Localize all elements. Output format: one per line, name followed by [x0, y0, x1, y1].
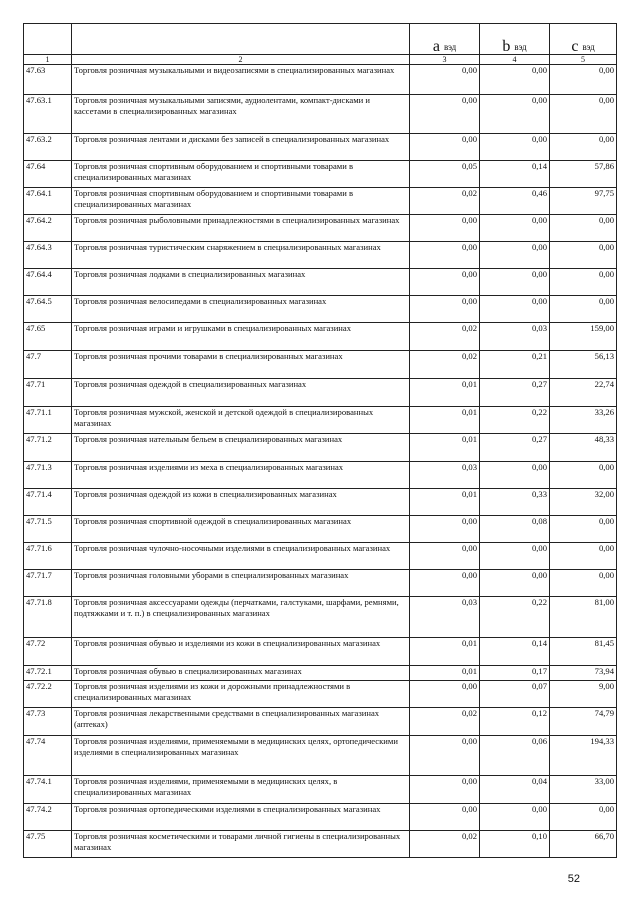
row-name: Торговля розничная лекарственными средствами в специализированных магазинах (аптеках) [72, 708, 410, 736]
row-name: Торговля розничная одеждой в специализированных магазинах [72, 379, 410, 407]
row-value-c: 81,00 [550, 597, 617, 638]
row-value-b: 0,17 [480, 666, 550, 681]
row-value-b: 0,08 [480, 516, 550, 543]
header-cell-code [24, 24, 72, 55]
row-code: 47.64.4 [24, 269, 72, 296]
row-code: 47.71.6 [24, 543, 72, 570]
row-name: Торговля розничная изделиями, применяемыми в медицинских целях, ортопедическими изделиями в специализированных магазинах [72, 736, 410, 776]
row-code: 47.71.8 [24, 597, 72, 638]
table-row [24, 215, 617, 242]
row-value-a: 0,00 [410, 736, 480, 776]
row-code: 47.64.5 [24, 296, 72, 323]
table-row [24, 65, 617, 95]
row-value-c: 32,00 [550, 489, 617, 516]
row-name: Торговля розничная обувью и изделиями из кожи в специализированных магазинах [72, 638, 410, 666]
row-value-a: 0,02 [410, 831, 480, 858]
row-value-a: 0,02 [410, 351, 480, 379]
row-value-b: 0,00 [480, 269, 550, 296]
row-value-b: 0,03 [480, 323, 550, 351]
row-value-b: 0,12 [480, 708, 550, 736]
table-row [24, 269, 617, 296]
row-value-c: 0,00 [550, 296, 617, 323]
row-value-c: 0,00 [550, 462, 617, 489]
row-value-b: 0,00 [480, 95, 550, 134]
row-value-b: 0,00 [480, 570, 550, 597]
table-row [24, 161, 617, 188]
row-value-b: 0,00 [480, 462, 550, 489]
row-value-a: 0,01 [410, 407, 480, 434]
row-value-a: 0,01 [410, 638, 480, 666]
row-name: Торговля розничная чулочно-носочными изделиями в специализированных магазинах [72, 543, 410, 570]
row-code: 47.75 [24, 831, 72, 858]
table-row [24, 434, 617, 462]
row-name: Торговля розничная изделиями из кожи и дорожными принадлежностями в специализированных магазинах [72, 681, 410, 708]
row-value-c: 159,00 [550, 323, 617, 351]
column-number: 4 [480, 55, 550, 65]
row-value-c: 74,79 [550, 708, 617, 736]
row-value-a: 0,00 [410, 570, 480, 597]
row-code: 47.72 [24, 638, 72, 666]
row-value-c: 0,00 [550, 570, 617, 597]
row-value-b: 0,00 [480, 134, 550, 161]
table-row [24, 296, 617, 323]
row-code: 47.71.4 [24, 489, 72, 516]
row-value-b: 0,21 [480, 351, 550, 379]
row-value-c: 194,33 [550, 736, 617, 776]
row-name: Торговля розничная играми и игрушками в специализированных магазинах [72, 323, 410, 351]
row-name: Торговля розничная музыкальными и видеозаписями в специализированных магазинах [72, 65, 410, 95]
row-code: 47.74.1 [24, 776, 72, 804]
row-name: Торговля розничная аксессуарами одежды (перчатками, галстуками, шарфами, ремнями, подтяжками и т. п.) в специализированных магазинах [72, 597, 410, 638]
row-code: 47.63.1 [24, 95, 72, 134]
table-row [24, 736, 617, 776]
row-value-c: 0,00 [550, 242, 617, 269]
row-value-a: 0,00 [410, 681, 480, 708]
row-code: 47.71 [24, 379, 72, 407]
table-row [24, 681, 617, 708]
row-name: Торговля розничная обувью в специализированных магазинах [72, 666, 410, 681]
table-row [24, 407, 617, 434]
table-row [24, 516, 617, 543]
table-row [24, 134, 617, 161]
row-value-b: 0,22 [480, 407, 550, 434]
row-value-b: 0,27 [480, 434, 550, 462]
row-name: Торговля розничная спортивным оборудованием и спортивными товарами в специализированных магазинах [72, 161, 410, 188]
row-code: 47.71.7 [24, 570, 72, 597]
column-number: 5 [550, 55, 617, 65]
table-row [24, 597, 617, 638]
row-value-c: 0,00 [550, 516, 617, 543]
row-name: Торговля розничная прочими товарами в специализированных магазинах [72, 351, 410, 379]
row-value-b: 0,27 [480, 379, 550, 407]
row-name: Торговля розничная рыболовными принадлежностями в специализированных магазинах [72, 215, 410, 242]
table-row [24, 188, 617, 215]
row-code: 47.64.1 [24, 188, 72, 215]
row-value-b: 0,06 [480, 736, 550, 776]
row-value-a: 0,01 [410, 379, 480, 407]
table-row [24, 776, 617, 804]
header-cell-name [72, 24, 410, 55]
row-code: 47.64.2 [24, 215, 72, 242]
header-row [24, 24, 617, 55]
row-value-b: 0,00 [480, 804, 550, 831]
row-value-c: 33,00 [550, 776, 617, 804]
row-name: Торговля розничная спортивной одеждой в специализированных магазинах [72, 516, 410, 543]
table-row [24, 379, 617, 407]
data-table [23, 23, 617, 858]
row-value-c: 0,00 [550, 804, 617, 831]
row-value-c: 0,00 [550, 215, 617, 242]
table-row [24, 638, 617, 666]
row-value-c: 0,00 [550, 95, 617, 134]
row-code: 47.73 [24, 708, 72, 736]
row-value-c: 73,94 [550, 666, 617, 681]
table-row [24, 351, 617, 379]
row-code: 47.71.2 [24, 434, 72, 462]
row-name: Торговля розничная спортивным оборудованием и спортивными товарами в специализированных магазинах [72, 188, 410, 215]
row-value-a: 0,00 [410, 776, 480, 804]
row-value-b: 0,00 [480, 65, 550, 95]
row-value-b: 0,00 [480, 296, 550, 323]
table-row [24, 570, 617, 597]
table-row [24, 708, 617, 736]
table-row [24, 666, 617, 681]
table-row [24, 804, 617, 831]
table-row [24, 242, 617, 269]
column-number-row [24, 55, 617, 65]
table-row [24, 543, 617, 570]
row-value-c: 56,13 [550, 351, 617, 379]
row-value-c: 48,33 [550, 434, 617, 462]
row-name: Торговля розничная велосипедами в специализированных магазинах [72, 296, 410, 323]
row-value-a: 0,03 [410, 462, 480, 489]
row-code: 47.72.1 [24, 666, 72, 681]
row-value-c: 9,00 [550, 681, 617, 708]
row-value-b: 0,07 [480, 681, 550, 708]
row-code: 47.63 [24, 65, 72, 95]
row-value-a: 0,00 [410, 134, 480, 161]
table-row [24, 489, 617, 516]
row-name: Торговля розничная ортопедическими изделиями в специализированных магазинах [72, 804, 410, 831]
row-name: Торговля розничная головными уборами в специализированных магазинах [72, 570, 410, 597]
row-name: Торговля розничная мужской, женской и детской одеждой в специализированных магазинах [72, 407, 410, 434]
row-code: 47.72.2 [24, 681, 72, 708]
row-name: Торговля розничная лентами и дисками без записей в специализированных магазинах [72, 134, 410, 161]
row-value-b: 0,04 [480, 776, 550, 804]
row-code: 47.63.2 [24, 134, 72, 161]
row-value-a: 0,00 [410, 516, 480, 543]
header-cell-a: a $_{вэд}$ [410, 24, 480, 55]
row-value-a: 0,02 [410, 323, 480, 351]
row-value-b: 0,00 [480, 543, 550, 570]
row-value-c: 0,00 [550, 543, 617, 570]
row-value-a: 0,00 [410, 269, 480, 296]
row-value-a: 0,00 [410, 804, 480, 831]
row-value-b: 0,14 [480, 161, 550, 188]
row-name: Торговля розничная одеждой из кожи в специализированных магазинах [72, 489, 410, 516]
row-value-c: 57,86 [550, 161, 617, 188]
page-number: 52 [567, 873, 580, 885]
row-value-a: 0,01 [410, 666, 480, 681]
table-row [24, 323, 617, 351]
row-code: 47.74.2 [24, 804, 72, 831]
row-value-a: 0,00 [410, 215, 480, 242]
row-value-a: 0,00 [410, 242, 480, 269]
row-name: Торговля розничная косметическими и товарами личной гигиены в специализированных магазинах [72, 831, 410, 858]
row-value-a: 0,03 [410, 597, 480, 638]
row-value-a: 0,05 [410, 161, 480, 188]
row-value-c: 22,74 [550, 379, 617, 407]
row-code: 47.71.1 [24, 407, 72, 434]
row-value-a: 0,00 [410, 65, 480, 95]
row-value-a: 0,01 [410, 489, 480, 516]
row-name: Торговля розничная изделиями из меха в специализированных магазинах [72, 462, 410, 489]
row-value-b: 0,46 [480, 188, 550, 215]
column-number: 1 [24, 55, 72, 65]
row-value-b: 0,10 [480, 831, 550, 858]
row-value-c: 0,00 [550, 269, 617, 296]
row-value-a: 0,02 [410, 188, 480, 215]
row-name: Торговля розничная нательным бельем в специализированных магазинах [72, 434, 410, 462]
column-number: 3 [410, 55, 480, 65]
row-code: 47.65 [24, 323, 72, 351]
row-code: 47.7 [24, 351, 72, 379]
row-value-c: 0,00 [550, 65, 617, 95]
row-value-a: 0,00 [410, 543, 480, 570]
row-code: 47.71.5 [24, 516, 72, 543]
row-value-a: 0,00 [410, 296, 480, 323]
row-code: 47.74 [24, 736, 72, 776]
row-value-a: 0,01 [410, 434, 480, 462]
row-name: Торговля розничная лодками в специализированных магазинах [72, 269, 410, 296]
row-name: Торговля розничная туристическим снаряжением в специализированных магазинах [72, 242, 410, 269]
row-name: Торговля розничная музыкальными записями, аудиолентами, компакт-дисками и кассетами в специализированных магазинах [72, 95, 410, 134]
row-value-b: 0,22 [480, 597, 550, 638]
row-name: Торговля розничная изделиями, применяемыми в медицинских целях, в специализированных магазинах [72, 776, 410, 804]
row-value-c: 0,00 [550, 134, 617, 161]
header-cell-b: b $_{вэд}$ [480, 24, 550, 55]
row-value-a: 0,02 [410, 708, 480, 736]
row-value-b: 0,33 [480, 489, 550, 516]
row-value-c: 33,26 [550, 407, 617, 434]
row-value-a: 0,00 [410, 95, 480, 134]
row-value-b: 0,00 [480, 242, 550, 269]
row-code: 47.64 [24, 161, 72, 188]
row-value-c: 97,75 [550, 188, 617, 215]
header-cell-c: c $_{вэд}$ [550, 24, 617, 55]
row-code: 47.64.3 [24, 242, 72, 269]
row-value-c: 81,45 [550, 638, 617, 666]
table-row [24, 95, 617, 134]
row-value-c: 66,70 [550, 831, 617, 858]
row-value-b: 0,00 [480, 215, 550, 242]
row-code: 47.71.3 [24, 462, 72, 489]
table-row [24, 831, 617, 858]
column-number: 2 [72, 55, 410, 65]
table-row [24, 462, 617, 489]
row-value-b: 0,14 [480, 638, 550, 666]
